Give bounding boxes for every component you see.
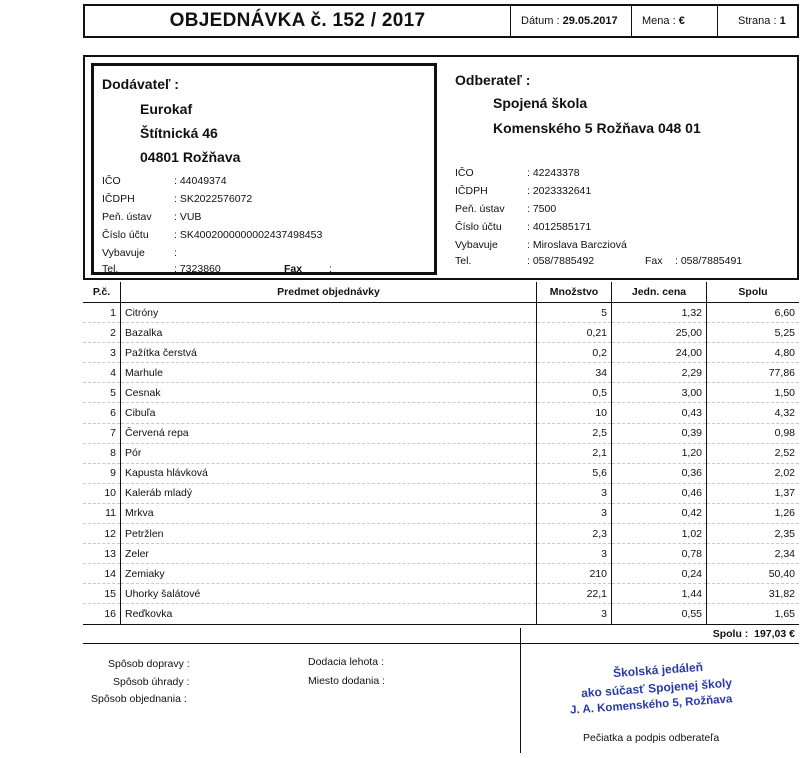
delivery-time-label: Dodacia lehota : (308, 656, 384, 668)
row-item: Mrkva (121, 503, 537, 523)
supplier-tel-value: : 7323860 (174, 263, 221, 275)
row-item: Červená repa (121, 423, 537, 443)
order-header (83, 4, 799, 38)
table-row (83, 383, 799, 403)
row-unit-price: 3,00 (612, 383, 707, 403)
order-title: OBJEDNÁVKA č. 152 / 2017 (169, 10, 426, 31)
customer-tel-value: : 058/7885492 (527, 255, 595, 267)
table-row (83, 564, 799, 584)
grand-total-value: 197,03 € (754, 627, 795, 640)
row-total: 0,98 (707, 423, 800, 443)
customer-contact-value: : Miroslava Barcziová (527, 239, 627, 251)
order-method-label: Spôsob objednania : (91, 693, 187, 705)
row-item: Zeler (121, 544, 537, 564)
col-header-qty: Množstvo (537, 282, 612, 303)
row-quantity: 5,6 (537, 463, 612, 483)
row-quantity: 22,1 (537, 584, 612, 604)
customer-name: Spojená škola (493, 95, 588, 111)
row-quantity: 0,21 (537, 323, 612, 343)
grand-total-label: Spolu : (712, 627, 749, 640)
row-total: 2,02 (707, 463, 800, 483)
row-unit-price: 1,02 (612, 524, 707, 544)
row-total: 1,50 (707, 383, 800, 403)
row-number: 15 (83, 584, 121, 604)
supplier-city: 04801 Rožňava (140, 149, 241, 165)
table-row (83, 403, 799, 423)
row-unit-price: 0,46 (612, 483, 707, 503)
supplier-contact-label: Vybavuje (102, 247, 145, 259)
row-unit-price: 1,20 (612, 443, 707, 463)
supplier-icdph-value: : SK2022576072 (174, 193, 253, 205)
row-quantity: 2,3 (537, 524, 612, 544)
row-unit-price: 2,29 (612, 363, 707, 383)
row-number: 5 (83, 383, 121, 403)
supplier-fax-value: : (329, 263, 332, 275)
row-item: Cesnak (121, 383, 537, 403)
row-number: 9 (83, 463, 121, 483)
table-row (83, 303, 799, 323)
row-item: Pažítka čerstvá (121, 343, 537, 363)
row-total: 1,26 (707, 503, 800, 523)
signature-label: Pečiatka a podpis odberateľa (583, 732, 720, 744)
delivery-place-label: Miesto dodania : (308, 675, 386, 687)
row-total: 4,32 (707, 403, 800, 423)
row-number: 2 (83, 323, 121, 343)
table-row (83, 323, 799, 343)
row-number: 1 (83, 303, 121, 323)
row-unit-price: 1,32 (612, 303, 707, 323)
supplier-title: Dodávateľ : (102, 76, 179, 92)
table-row (83, 463, 799, 483)
customer-ico-value: : 42243378 (527, 167, 580, 179)
supplier-bank-label: Peň. ústav (102, 211, 152, 223)
row-unit-price: 0,78 (612, 544, 707, 564)
row-total: 31,82 (707, 584, 800, 604)
row-quantity: 0,5 (537, 383, 612, 403)
table-row (83, 524, 799, 544)
stamp-line-3: J. A. Komenského 5, Rožňava (569, 693, 733, 717)
row-item: Zemiaky (121, 564, 537, 584)
row-quantity: 5 (537, 303, 612, 323)
customer-bank-label: Peň. ústav (455, 203, 505, 215)
customer-bank-value: : 7500 (527, 203, 557, 215)
row-quantity: 2,5 (537, 423, 612, 443)
supplier-icdph-label: IČDPH (102, 193, 135, 205)
row-number: 11 (83, 503, 121, 523)
currency-value: € (678, 15, 685, 27)
row-quantity: 0,2 (537, 343, 612, 363)
customer-ico-label: IČO (455, 167, 474, 179)
row-quantity: 3 (537, 483, 612, 503)
customer-icdph-label: IČDPH (455, 185, 488, 197)
row-item: Citróny (121, 303, 537, 323)
row-unit-price: 0,42 (612, 503, 707, 523)
page-label: Strana : (738, 15, 777, 27)
row-number: 10 (83, 483, 121, 503)
table-row (83, 544, 799, 564)
order-items-table (83, 282, 799, 644)
row-number: 7 (83, 423, 121, 443)
row-quantity: 210 (537, 564, 612, 584)
customer-tel-label: Tel. (455, 255, 472, 267)
row-total: 50,40 (707, 564, 800, 584)
row-item: Petržlen (121, 524, 537, 544)
row-number: 4 (83, 363, 121, 383)
table-row (83, 604, 799, 624)
date-field (515, 6, 631, 36)
supplier-bank-value: : VUB (174, 211, 202, 223)
date-label: Dátum : (521, 15, 560, 27)
supplier-contact-value: : (174, 247, 177, 259)
stamp-line-2: ako súčasť Spojenej školy (580, 675, 733, 701)
row-number: 13 (83, 544, 121, 564)
table-row (83, 343, 799, 363)
row-quantity: 34 (537, 363, 612, 383)
row-quantity: 2,1 (537, 443, 612, 463)
row-unit-price: 0,36 (612, 463, 707, 483)
row-total: 77,86 (707, 363, 800, 383)
row-unit-price: 25,00 (612, 323, 707, 343)
row-total: 6,60 (707, 303, 800, 323)
table-row (83, 443, 799, 463)
table-header-row (83, 282, 799, 303)
row-quantity: 10 (537, 403, 612, 423)
row-number: 6 (83, 403, 121, 423)
row-item: Marhule (121, 363, 537, 383)
row-total: 1,65 (707, 604, 800, 624)
customer-account-value: : 4012585171 (527, 221, 592, 233)
row-total: 5,25 (707, 323, 800, 343)
supplier-name: Eurokaf (140, 101, 193, 117)
supplier-account-value: : SK4002000000002437498453 (174, 229, 323, 241)
customer-fax-value: : 058/7885491 (675, 255, 743, 267)
row-unit-price: 0,55 (612, 604, 707, 624)
row-unit-price: 0,39 (612, 423, 707, 443)
page-field (730, 6, 800, 36)
row-item: Cibuľa (121, 403, 537, 423)
row-total: 4,80 (707, 343, 800, 363)
row-unit-price: 0,43 (612, 403, 707, 423)
row-item: Reďkovka (121, 604, 537, 624)
row-item: Pór (121, 443, 537, 463)
row-quantity: 3 (537, 544, 612, 564)
col-header-pc: P.č. (83, 282, 121, 303)
transport-label: Spôsob dopravy : (108, 658, 190, 670)
row-item: Uhorky šalátové (121, 584, 537, 604)
row-number: 16 (83, 604, 121, 624)
currency-label: Mena : (642, 15, 676, 27)
row-item: Kaleráb mladý (121, 483, 537, 503)
customer-fax-label: Fax (645, 255, 663, 267)
row-total: 1,37 (707, 483, 800, 503)
row-unit-price: 1,44 (612, 584, 707, 604)
supplier-street: Štítnická 46 (140, 125, 218, 141)
table-row (83, 584, 799, 604)
table-row (83, 503, 799, 523)
table-row (83, 363, 799, 383)
supplier-ico-label: IČO (102, 175, 121, 187)
row-number: 8 (83, 443, 121, 463)
row-total: 2,35 (707, 524, 800, 544)
customer-address: Komenského 5 Rožňava 048 01 (493, 120, 701, 136)
date-value: 29.05.2017 (562, 15, 618, 27)
row-quantity: 3 (537, 503, 612, 523)
row-quantity: 3 (537, 604, 612, 624)
table-row (83, 483, 799, 503)
row-number: 12 (83, 524, 121, 544)
row-unit-price: 24,00 (612, 343, 707, 363)
row-number: 14 (83, 564, 121, 584)
supplier-ico-value: : 44049374 (174, 175, 227, 187)
order-footer (83, 628, 799, 758)
row-total: 2,52 (707, 443, 800, 463)
page-value: 1 (779, 15, 786, 27)
row-item: Kapusta hlávková (121, 463, 537, 483)
table-row (83, 423, 799, 443)
supplier-box (91, 63, 437, 275)
customer-icdph-value: : 2023332641 (527, 185, 592, 197)
customer-title: Odberateľ : (455, 72, 531, 88)
row-item: Bazalka (121, 323, 537, 343)
row-number: 3 (83, 343, 121, 363)
supplier-fax-label: Fax (284, 263, 303, 275)
col-header-unit-price: Jedn. cena (612, 282, 707, 303)
col-header-item: Predmet objednávky (121, 282, 537, 303)
supplier-account-label: Číslo účtu (102, 229, 149, 241)
stamp-line-1: Školská jedáleň (612, 659, 704, 681)
parties-section (83, 55, 799, 280)
supplier-tel-label: Tel. (102, 263, 119, 275)
row-unit-price: 0,24 (612, 564, 707, 584)
customer-account-label: Číslo účtu (455, 221, 502, 233)
row-total: 2,34 (707, 544, 800, 564)
currency-field (636, 6, 722, 36)
payment-label: Spôsob úhrady : (113, 676, 190, 688)
col-header-total: Spolu (707, 282, 800, 303)
customer-contact-label: Vybavuje (455, 239, 498, 251)
